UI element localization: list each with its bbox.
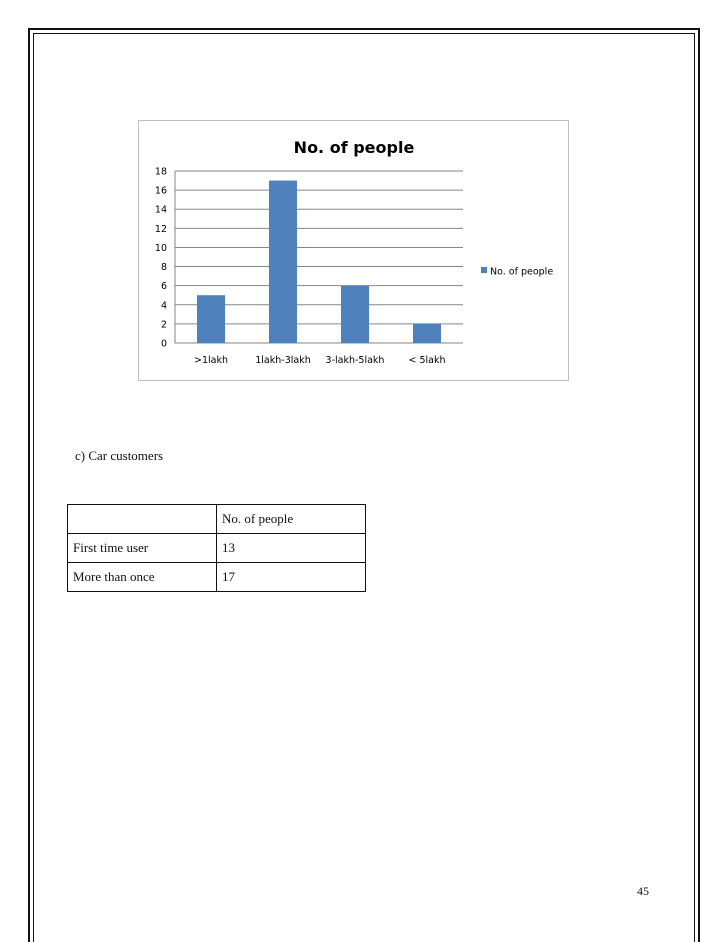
bar [413, 324, 441, 343]
y-tick-label: 6 [160, 281, 167, 293]
y-tick-label: 18 [154, 166, 167, 178]
bar [197, 295, 225, 343]
y-tick-label: 16 [154, 185, 167, 197]
bar [341, 286, 369, 343]
x-tick-label: 3-lakh-5lakh [325, 355, 385, 366]
legend-swatch [481, 267, 487, 273]
table-header-cell [68, 505, 217, 534]
y-tick-label: 2 [160, 319, 167, 331]
y-tick-label: 4 [160, 300, 167, 312]
chart-title: No. of people [293, 138, 415, 157]
section-caption: c) Car customers [75, 448, 164, 463]
y-tick-label: 8 [160, 262, 167, 274]
y-tick-label: 0 [160, 338, 167, 350]
x-tick-label: >1lakh [194, 355, 228, 366]
table-cell: More than once [68, 563, 217, 592]
table-cell: 17 [217, 563, 366, 592]
table-cell: First time user [68, 534, 217, 563]
legend-label: No. of people [490, 266, 554, 278]
bar-chart [138, 120, 569, 381]
table-header-cell: No. of people [217, 505, 366, 534]
bar [269, 181, 297, 343]
table-row [68, 563, 366, 592]
y-tick-label: 12 [154, 223, 167, 235]
table-header-row [68, 505, 366, 534]
y-tick-label: 14 [154, 204, 167, 216]
table-cell: 13 [217, 534, 366, 563]
y-tick-label: 10 [154, 242, 167, 254]
table-row [68, 534, 366, 563]
bar-chart-svg [139, 121, 570, 382]
x-tick-label: < 5lakh [408, 355, 446, 366]
x-tick-label: 1lakh-3lakh [255, 355, 311, 366]
car-customers-table [67, 504, 366, 592]
page-number: 45 [637, 884, 649, 898]
